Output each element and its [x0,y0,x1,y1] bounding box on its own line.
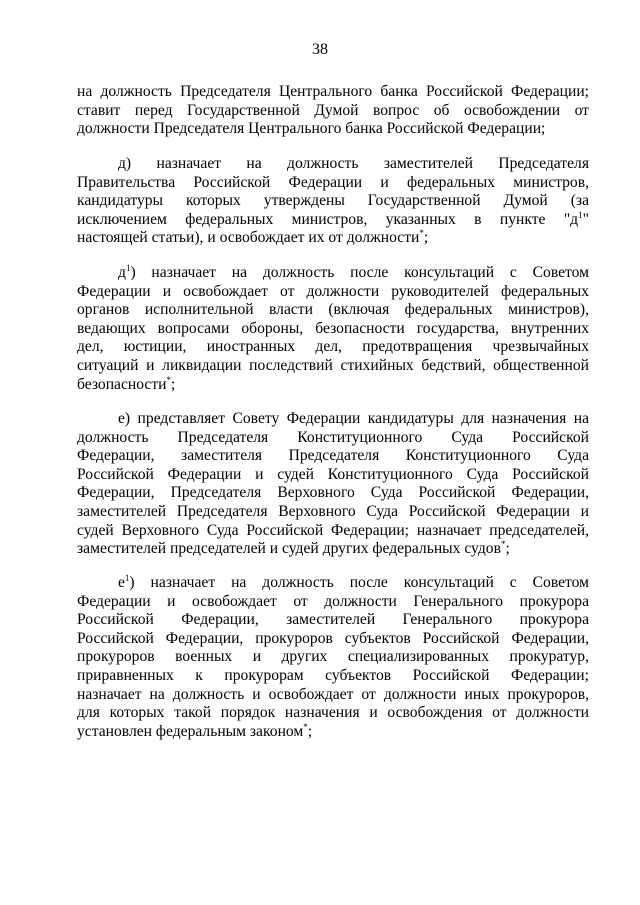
paragraph-e1 [77,574,589,741]
paragraph-1 [77,83,589,139]
text-line: на должность Председателя Центрального банка Российской Федерации; [77,83,589,100]
text-line: должность Председателя Конституционного Суда Российской [77,428,589,446]
text-line: Федерации, Председателя Верховного Суда Российской Федерации, [77,484,589,502]
line-end: ; [505,540,510,558]
paragraph-d [77,155,589,248]
superscript: 1 [125,263,131,273]
footnote-mark: * [166,374,172,385]
text-line: для которых такой порядок назначения и освобождения от должности [77,704,589,722]
text-line: ставит перед Государственной Думой вопрос об освобождении от [77,101,589,119]
line-text: безопасности [77,375,167,393]
text-line [77,574,589,593]
text-line [77,376,589,395]
text-line: кандидатуры которых утверждены Государственной Думой (за [77,192,589,210]
text-line: дел, юстиции, иностранных дел, предотвращения чрезвычайных [77,338,589,356]
line-text: исключением федеральных министров, указанных в пункте "д [77,210,579,228]
text-line [77,211,589,230]
paragraph-e [77,410,589,559]
text-line: Федерации и освобождает от должности Генерального прокурора [77,592,589,610]
quote-mark: " [582,210,589,228]
line-end: ; [423,229,429,247]
text-line: должности Председателя Центрального банка Российской Федерации; [77,120,546,138]
line-text: ) назначает на должность после консультаций с Советом [129,574,589,591]
line-text: заместителей председателей и судей других федеральных судов [77,540,501,558]
text-line: е) представляет Совету Федерации кандидатуры для назначения на [118,410,589,427]
line-text: установлен федеральным законом [77,722,304,740]
footnote-mark: * [500,539,506,550]
line-end: ; [171,375,176,393]
line-end: ; [307,722,313,740]
text-line: приравненных к прокурорам субъектов Российской Федерации; [77,666,589,684]
text-line [77,229,589,248]
text-line: Российской Федерации и судей Конституционного Суда Российской [77,465,589,483]
text-line: Правительства Российской Федерации и федеральных министров, [77,173,589,191]
text-line [77,264,589,283]
text-line: ситуаций и ликвидации последствий стихийных бедствий, общественной [77,356,589,374]
superscript: 1 [578,209,583,220]
paragraph-d1 [77,264,589,394]
text-line: органов исполнительной власти (включая федеральных министров), [77,301,589,319]
text-line: д) назначает на должность заместителей Председателя [118,155,589,172]
page-number: 38 [312,41,328,58]
line-text: настоящей статьи), и освобождает их от должности [77,229,420,247]
footnote-mark: * [419,228,424,239]
item-letter: е [118,574,125,591]
text-line: судей Верховного Суда Российской Федерации; назначает председателей, [77,521,589,539]
line-text: ) назначает на должность после консультаций с Советом [130,264,589,281]
text-line: заместителей Председателя Верховного Суда Российской Федерации и [77,502,589,520]
text-line: Российской Федерации, прокуроров субъектов Российской Федерации, [77,629,589,647]
item-letter: д [118,264,126,281]
superscript: 1 [124,573,130,583]
text-line: Российской Федерации, заместителей Генерального прокурора [77,611,589,629]
text-line: Федерации, заместителя Председателя Конституционного Суда [77,447,589,465]
text-line [77,723,589,742]
text-line: ведающих вопросами обороны, безопасности государства, внутренних [77,319,589,337]
text-line: Федерации и освобождает от должности руководителей федеральных [77,282,589,300]
text-line: прокуроров военных и других специализированных прокуратур, [77,648,589,666]
text-line [77,540,589,559]
text-line: назначает на должность и освобождает от должности иных прокуроров, [77,685,589,703]
footnote-mark: * [303,721,308,732]
